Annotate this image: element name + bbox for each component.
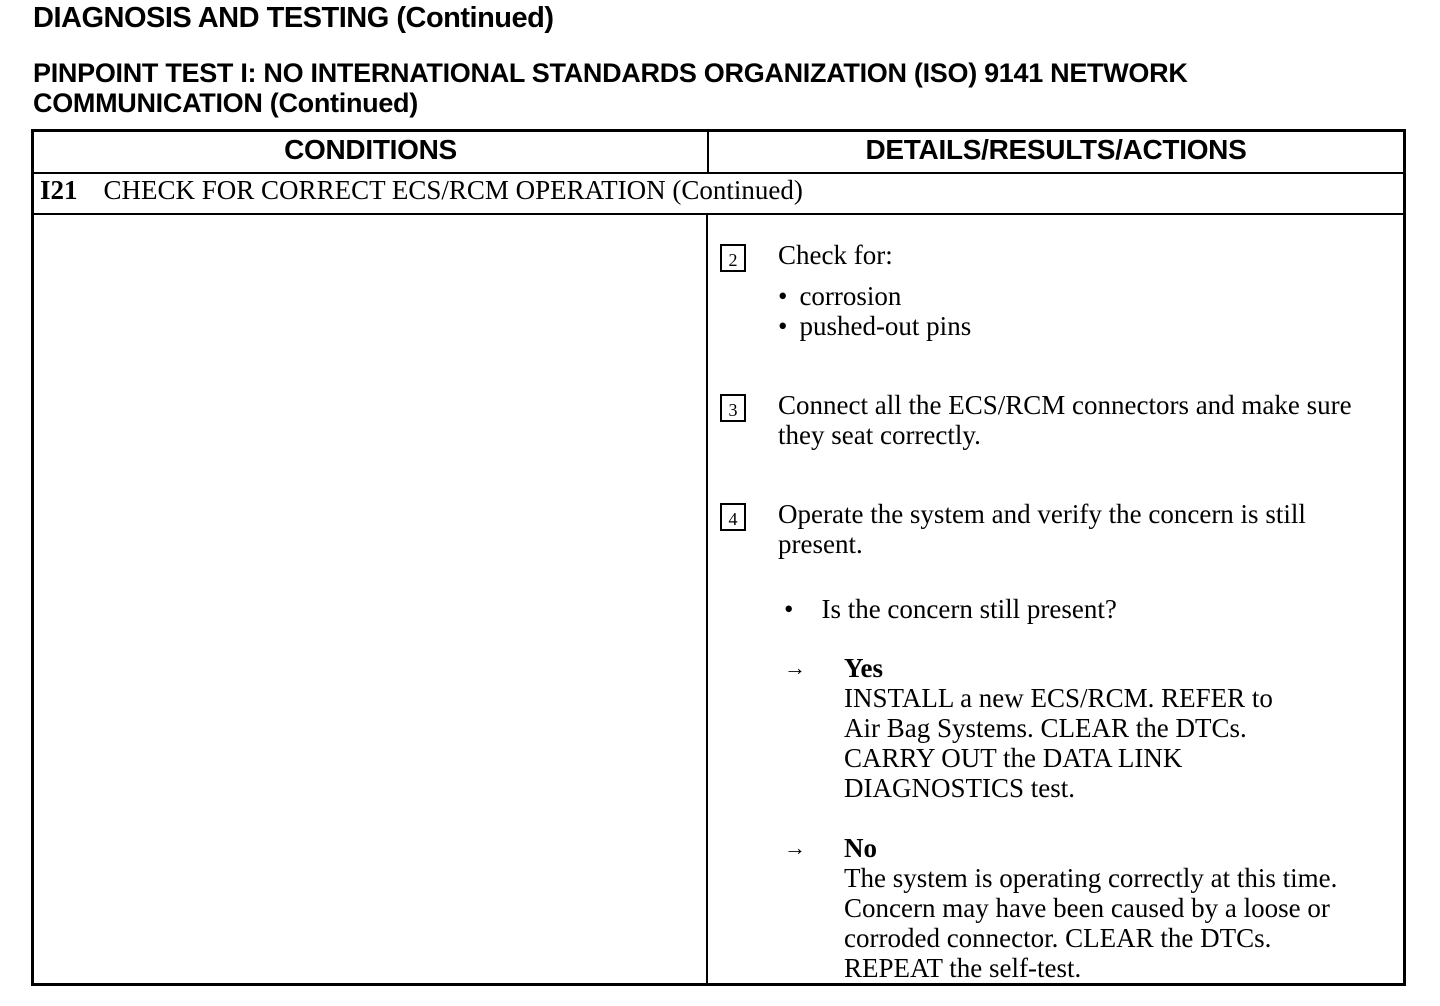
step-2-bullets (778, 281, 971, 341)
step-id: I21 (40, 175, 78, 205)
step-row (40, 175, 803, 206)
step-3-text: Connect all the ECS/RCM connectors and make sure they seat correctly. (778, 390, 1352, 450)
step-4-question (784, 594, 1117, 624)
header-row-rule (34, 172, 1403, 174)
step-2-text: Check for: (778, 240, 893, 270)
step-4-number-box: 4 (720, 503, 746, 531)
step-title: CHECK FOR CORRECT ECS/RCM OPERATION (103, 175, 666, 205)
conditions-column-header: CONDITIONS (284, 134, 457, 165)
bullet-item: • corrosion (778, 281, 971, 311)
result-line: DIAGNOSTICS test. (844, 773, 1076, 803)
result-line: CARRY OUT the DATA LINK (844, 743, 1183, 773)
result-line: REPEAT the self-test. (844, 953, 1082, 983)
test-title-line-1: PINPOINT TEST I: NO INTERNATIONAL STANDARDS ORGANIZATION (ISO) 9141 NETWORK (33, 58, 1188, 88)
pinpoint-test-title (33, 58, 1423, 118)
body-divider (706, 215, 708, 983)
details-column-header: DETAILS/RESULTS/ACTIONS (865, 134, 1247, 165)
test-title-line-2: COMMUNICATION (Continued) (33, 88, 418, 118)
arrow-right-icon: → (784, 835, 806, 860)
step-2-number-box: 2 (720, 244, 746, 272)
result-no-text (844, 863, 1404, 983)
step-row-rule (34, 213, 1403, 215)
header-divider (707, 132, 709, 172)
step-suffix: (Continued) (672, 175, 803, 205)
section-title: DIAGNOSIS AND TESTING (Continued) (33, 2, 554, 34)
result-yes-label: Yes (844, 653, 883, 683)
step-3-number-box: 3 (720, 394, 746, 422)
result-line: corroded connector. CLEAR the DTCs. (844, 923, 1272, 953)
result-line: The system is operating correctly at this time. (844, 863, 1338, 893)
arrow-right-icon: → (784, 655, 806, 680)
result-line: INSTALL a new ECS/RCM. REFER to (844, 683, 1273, 713)
result-line: Air Bag Systems. CLEAR the DTCs. (844, 713, 1247, 743)
diagnostic-table (31, 129, 1406, 986)
question-text: Is the concern still present? (821, 594, 1117, 624)
bullet-icon: • (784, 594, 794, 624)
step-4-text: Operate the system and verify the concern is still present. (778, 499, 1306, 559)
result-yes-text (844, 683, 1404, 803)
result-no-label: No (844, 833, 877, 863)
result-line: Concern may have been caused by a loose or (844, 893, 1330, 923)
bullet-item: • pushed-out pins (778, 311, 971, 341)
